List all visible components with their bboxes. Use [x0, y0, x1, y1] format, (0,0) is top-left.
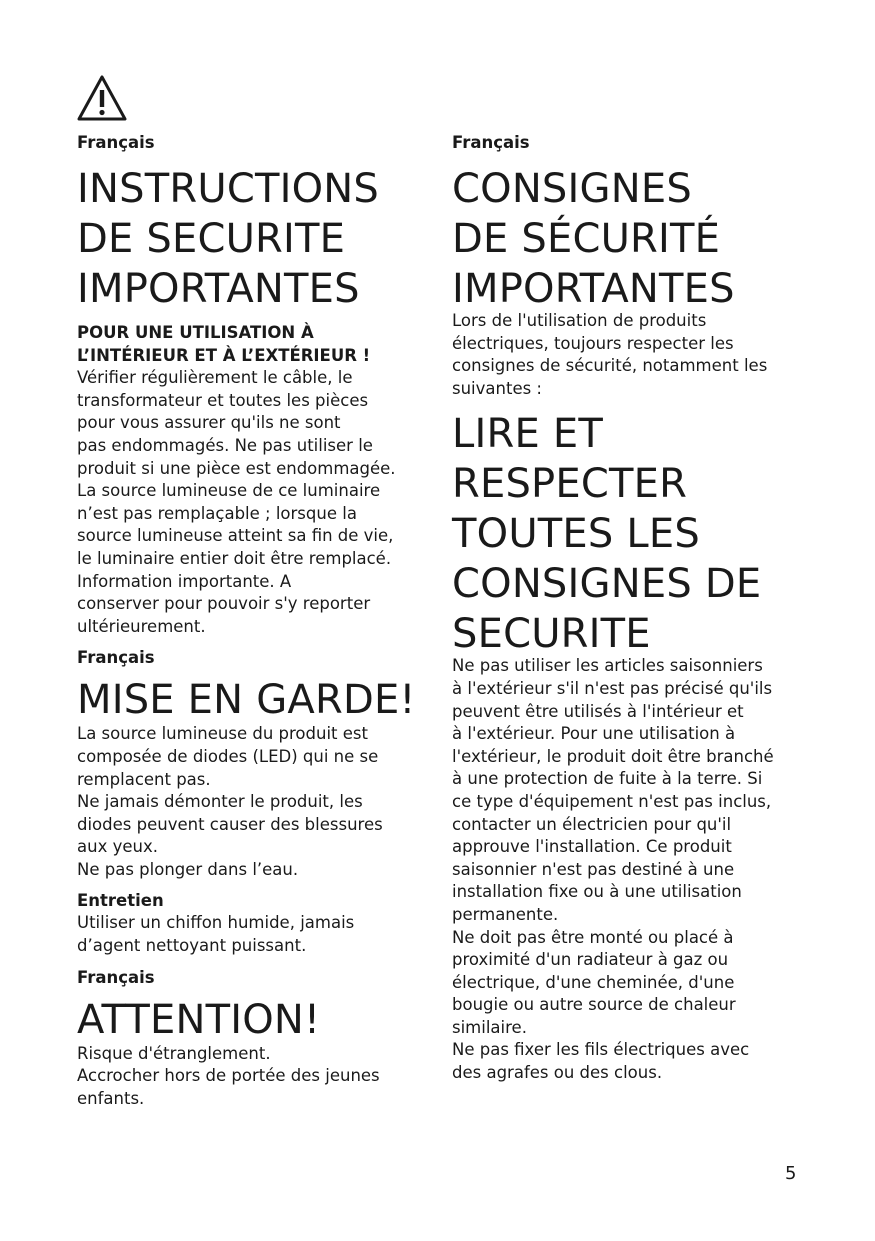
- title-line: DE SECURITE: [77, 216, 346, 262]
- warning-triangle-icon: [76, 74, 128, 122]
- text-line: saisonnier n'est pas destiné à une: [452, 859, 735, 879]
- text-line: pour vous assurer qu'ils ne sont: [77, 413, 341, 433]
- title-line: SECURITE: [452, 611, 651, 658]
- seasonal-body-text: [452, 655, 797, 1084]
- text-line: à l'extérieur. Pour une utilisation à: [452, 724, 736, 744]
- text-line: Ne pas plonger dans l’eau.: [77, 859, 299, 879]
- text-line: le luminaire entier doit être remplacé.: [77, 548, 392, 568]
- text-line: Utiliser un chiffon humide, jamais: [77, 913, 355, 933]
- title-line: CONSIGNES: [452, 166, 692, 212]
- text-line: Risque d'étranglement.: [77, 1043, 271, 1063]
- text-line: à l'extérieur s'il n'est pas précisé qu'ils: [452, 678, 773, 698]
- text-line: similaire.: [452, 1017, 527, 1037]
- title-line: LIRE ET: [452, 411, 603, 458]
- text-line: ce type d'équipement n'est pas inclus,: [452, 791, 772, 811]
- text-line: Ne pas fixer les fils électriques avec: [452, 1040, 750, 1060]
- text-line: Ne jamais démonter le produit, les: [77, 792, 363, 812]
- language-label: Français: [77, 648, 155, 668]
- text-line: Information importante. A: [77, 571, 292, 591]
- text-line: enfants.: [77, 1088, 145, 1108]
- title-line: RESPECTER: [452, 461, 688, 508]
- attention-body-text: [77, 1043, 422, 1111]
- title-line: DE SÉCURITÉ: [452, 216, 721, 262]
- text-line: installation fixe ou à une utilisation: [452, 882, 742, 902]
- title-line: IMPORTANTES: [77, 266, 360, 312]
- maintenance-body-text: [77, 912, 422, 957]
- text-line: à une protection de fuite à la terre. Si: [452, 769, 763, 789]
- text-line: La source lumineuse du produit est: [77, 724, 368, 744]
- text-line: Ne doit pas être monté ou placé à: [452, 927, 734, 947]
- page-number: 5: [785, 1163, 797, 1184]
- maintenance-heading: Entretien: [77, 891, 164, 911]
- text-line: composée de diodes (LED) qui ne se: [77, 746, 379, 766]
- text-line: peuvent être utilisés à l'intérieur et: [452, 701, 744, 721]
- text-line: pas endommagés. Ne pas utiliser le: [77, 435, 373, 455]
- text-line: remplacent pas.: [77, 769, 211, 789]
- warning-title: MISE EN GARDE!: [77, 677, 416, 724]
- text-line: Ne pas utiliser les articles saisonniers: [452, 656, 763, 676]
- text-line: proximité d'un radiateur à gaz ou: [452, 950, 729, 970]
- language-label: Français: [452, 133, 530, 152]
- title-line: TOUTES LES: [452, 511, 700, 558]
- text-line: source lumineuse atteint sa fin de vie,: [77, 526, 394, 546]
- text-line: Vérifier régulièrement le câble, le: [77, 368, 353, 388]
- text-line: conserver pour pouvoir s'y reporter: [77, 594, 371, 614]
- text-line: des agrafes ou des clous.: [452, 1063, 663, 1083]
- read-follow-title: [452, 409, 797, 659]
- safety-body-text: [77, 367, 422, 638]
- text-line: n’est pas remplaçable ; lorsque la: [77, 503, 357, 523]
- section-title: [77, 164, 422, 314]
- language-label: Français: [77, 967, 155, 987]
- text-line: l'extérieur, le produit doit être branché: [452, 746, 774, 766]
- text-line: permanente.: [452, 904, 559, 924]
- text-line: produit si une pièce est endommagée.: [77, 458, 396, 478]
- text-line: transformateur et toutes les pièces: [77, 390, 369, 410]
- text-line: suivantes :: [452, 378, 542, 398]
- text-line: ultérieurement.: [77, 616, 206, 636]
- subtitle-line: L’INTÉRIEUR ET À L’EXTÉRIEUR !: [77, 345, 371, 365]
- title-line: CONSIGNES DE: [452, 561, 762, 608]
- language-label: Français: [77, 133, 155, 152]
- text-line: électrique, d'une cheminée, d'une: [452, 972, 735, 992]
- text-line: Accrocher hors de portée des jeunes: [77, 1066, 380, 1086]
- subtitle-line: POUR UNE UTILISATION À: [77, 323, 314, 342]
- section-title: [452, 164, 797, 314]
- left-column: [77, 132, 422, 1110]
- text-line: La source lumineuse de ce luminaire: [77, 481, 381, 501]
- right-column: [452, 132, 797, 1085]
- intro-body-text: [452, 310, 797, 400]
- warning-body-text: [77, 723, 422, 881]
- text-line: consignes de sécurité, notamment les: [452, 356, 768, 376]
- text-line: Lors de l'utilisation de produits: [452, 311, 707, 330]
- title-line: INSTRUCTIONS: [77, 166, 379, 212]
- text-line: approuve l'installation. Ce produit: [452, 837, 732, 857]
- text-line: contacter un électricien pour qu'il: [452, 814, 732, 834]
- text-line: aux yeux.: [77, 837, 158, 857]
- attention-title: ATTENTION!: [77, 996, 321, 1043]
- text-line: bougie ou autre source de chaleur: [452, 995, 736, 1015]
- usage-subtitle: [77, 322, 422, 367]
- text-line: d’agent nettoyant puissant.: [77, 936, 307, 956]
- title-line: IMPORTANTES: [452, 266, 735, 312]
- text-line: électriques, toujours respecter les: [452, 333, 734, 353]
- text-line: diodes peuvent causer des blessures: [77, 814, 383, 834]
